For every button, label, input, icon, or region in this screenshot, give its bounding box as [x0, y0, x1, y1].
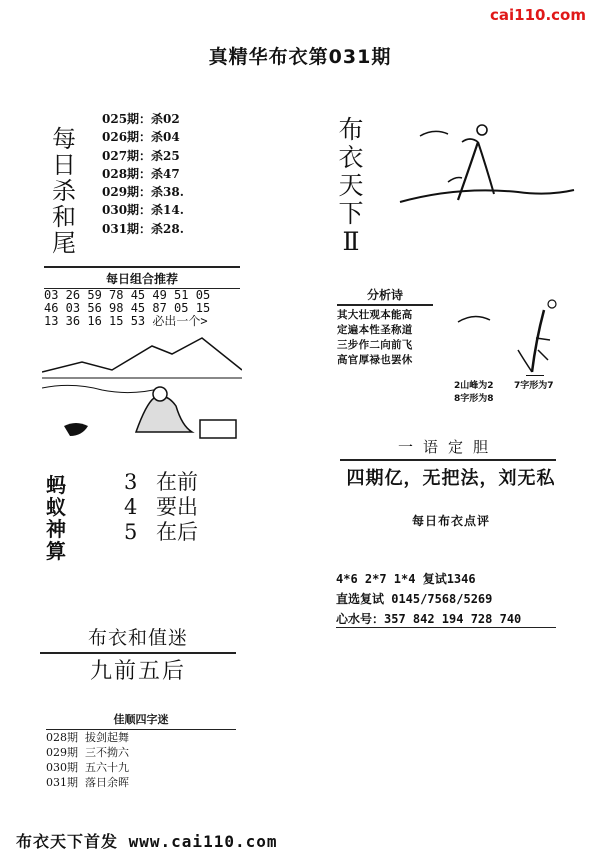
combo-lines [336, 569, 521, 629]
four-char-title: 佳顺四字迷 [46, 711, 236, 730]
ant-row [124, 470, 198, 495]
heading-char: 尾 [52, 229, 76, 257]
heading-char: 算 [46, 539, 66, 563]
list-item: 029期：杀38. [102, 185, 184, 200]
poem-line: 定遍本性圣称道 [337, 324, 413, 336]
analysis-note: 7字形为7 [514, 381, 554, 391]
riddle-title: 布衣和值迷 [40, 623, 236, 654]
analysis-note: 8字形为8 [454, 394, 494, 404]
list-item: 028期：杀47 [102, 166, 180, 181]
plant-sketch-illustration [398, 116, 578, 212]
heading-char: 杀 [52, 177, 76, 205]
heading-char: 蚁 [46, 495, 66, 519]
list-item: 028期 拔剑起舞 [46, 731, 129, 744]
ant-row-text: 在后 [156, 520, 198, 544]
site-url[interactable]: cai110.com [490, 6, 586, 24]
one-word-title: 一语定胆 [340, 436, 556, 461]
riddle-answer: 九前五后 [89, 659, 186, 684]
ant-row-text: 要出 [156, 495, 198, 519]
list-item: 030期：杀14. [102, 203, 184, 218]
heading-char: 下 [338, 199, 364, 228]
one-word-text: 四期亿，无把法，刘无私 [346, 468, 556, 489]
ant-row [124, 520, 198, 545]
list-item: 026期：杀04 [102, 130, 180, 145]
ant-row-text: 在前 [156, 470, 198, 494]
divider [336, 627, 556, 628]
analysis-note: 2山峰为2 [454, 381, 494, 391]
analysis-poem-title: 分析诗 [337, 286, 433, 306]
combo-row: 03 26 59 78 45 49 51 05 [44, 288, 211, 302]
poem-line: 三步作二向前飞 [337, 339, 413, 351]
combo-row: 46 03 56 98 45 87 05 15 [44, 301, 211, 315]
ant-row-number: 4 [124, 495, 138, 519]
landscape-scholar-illustration [42, 332, 242, 444]
list-item: 030期 五六十九 [46, 761, 129, 774]
daily-comment-title: 每日布衣点评 [411, 514, 490, 528]
combo-row: 13 36 16 15 53 必出一个> [44, 314, 208, 328]
ant-row-number: 3 [124, 470, 138, 494]
heading-char: Ⅱ [342, 227, 360, 256]
heading-char: 日 [52, 151, 76, 179]
footer-text: 布衣天下首发 www.cai110.com [16, 832, 278, 851]
poem-line: 高官厚禄也罢休 [337, 354, 413, 366]
list-item: 029期 三不拗六 [46, 746, 129, 759]
page-title: 真精华布衣第031期 [208, 46, 392, 68]
heading-char: 蚂 [46, 473, 66, 497]
heading-char: 每 [52, 125, 76, 153]
four-char-list [46, 730, 129, 790]
daily-combo-title: 每日组合推荐 [44, 270, 240, 289]
combo-line: 心水号：357 842 194 728 740 [336, 612, 522, 626]
buyi-tianxia-heading [336, 116, 366, 256]
heading-char: 神 [46, 517, 66, 541]
daily-combo-panel [44, 266, 240, 328]
ant-god-heading [44, 474, 68, 562]
daily-kill-list [102, 110, 184, 238]
ant-row-number: 5 [124, 520, 138, 544]
list-item: 027期：杀25 [102, 148, 180, 163]
combo-line: 4*6 2*7 1*4 复试1346 [336, 572, 476, 586]
heading-char: 天 [338, 171, 364, 200]
analysis-poem-panel [337, 286, 433, 368]
list-item: 031期 落日余晖 [46, 776, 129, 789]
heading-char: 和 [52, 203, 76, 231]
heading-char: 衣 [338, 143, 364, 172]
list-item: 031期：杀28. [102, 221, 184, 236]
poem-line: 其大壮观本能高 [337, 309, 413, 321]
tree-sketch-illustration [452, 290, 572, 376]
combo-line: 直选复试 0145/7568/5269 [336, 592, 493, 606]
ant-row [124, 495, 198, 520]
daily-kill-heading [50, 126, 78, 256]
ant-god-rows [124, 470, 198, 545]
heading-char: 布 [338, 115, 364, 144]
list-item: 025期：杀02 [102, 112, 180, 126]
